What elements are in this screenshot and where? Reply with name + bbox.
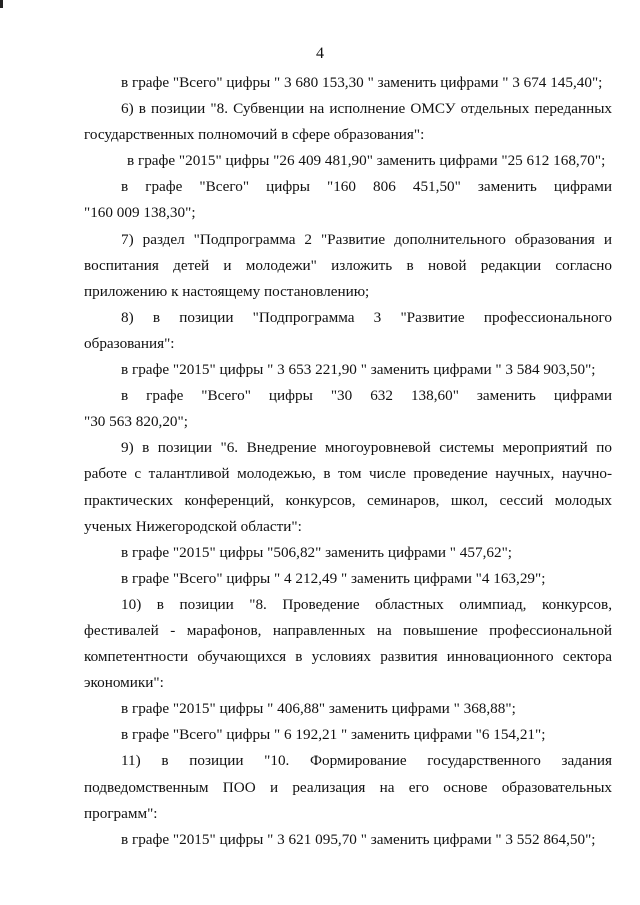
text-line: в графе "Всего" цифры "160 806 451,50" заменить цифрами	[121, 178, 612, 196]
text-line: фестивалей - марафонов, направленных на повышение профессиональной	[84, 621, 612, 639]
text-line: 6) в позиции "8. Субвенции на исполнение ОМСУ отдельных переданных	[121, 100, 612, 118]
text-line: образования":	[84, 334, 175, 352]
text-line: в графе "2015" цифры " 3 621 095,70 " заменить цифрами " 3 552 864,50";	[121, 830, 596, 848]
document-body	[84, 70, 612, 853]
text-line: в графе "2015" цифры " 3 653 221,90 " заменить цифрами " 3 584 903,50";	[121, 361, 596, 379]
text-line: работе с талантливой молодежью, в том числе проведение научных, научно-	[84, 465, 612, 483]
text-line: "30 563 820,20";	[84, 413, 188, 431]
text-line: в графе "Всего" цифры "30 632 138,60" заменить цифрами	[121, 387, 612, 405]
text-line: программ":	[84, 804, 158, 822]
text-line: 11) в позиции "10. Формирование государственного задания	[121, 752, 612, 770]
text-line: в графе "2015" цифры " 406,88" заменить цифрами " 368,88";	[121, 700, 516, 718]
text-line: экономики":	[84, 674, 164, 692]
text-line: 7) раздел "Подпрограмма 2 "Развитие дополнительного образования и	[121, 230, 612, 248]
text-line: в графе "2015" цифры "26 409 481,90" заменить цифрами "25 612 168,70";	[127, 152, 606, 170]
text-line: воспитания детей и молодежи" изложить в новой редакции согласно	[84, 256, 612, 274]
text-line: в графе "Всего" цифры " 3 680 153,30 " заменить цифрами " 3 674 145,40";	[121, 74, 603, 91]
text-line: 8) в позиции "Подпрограмма 3 "Развитие профессионального	[121, 308, 612, 326]
text-line: в графе "Всего" цифры " 4 212,49 " заменить цифрами "4 163,29";	[121, 569, 546, 587]
text-line: 10) в позиции "8. Проведение областных олимпиад, конкурсов,	[121, 595, 612, 613]
text-line: приложению к настоящему постановлению;	[84, 282, 370, 300]
scan-corner-mark	[0, 0, 3, 8]
text-line: ученых Нижегородской области":	[84, 517, 302, 535]
page-number: 4	[316, 45, 324, 62]
text-line: 9) в позиции "6. Внедрение многоуровневой системы мероприятий по	[121, 439, 612, 457]
text-line: подведомственным ПОО и реализация на его основе образовательных	[84, 778, 612, 796]
text-line: практических конференций, конкурсов, семинаров, школ, сессий молодых	[84, 491, 612, 509]
text-line: в графе "Всего" цифры " 6 192,21 " заменить цифрами "6 154,21";	[121, 726, 546, 744]
text-line: компетентности обучающихся в условиях развития инновационного сектора	[84, 648, 612, 666]
text-line: в графе "2015" цифры "506,82" заменить цифрами " 457,62";	[121, 543, 512, 561]
text-line: государственных полномочий в сфере образования":	[84, 126, 425, 144]
text-line: "160 009 138,30";	[84, 204, 196, 222]
